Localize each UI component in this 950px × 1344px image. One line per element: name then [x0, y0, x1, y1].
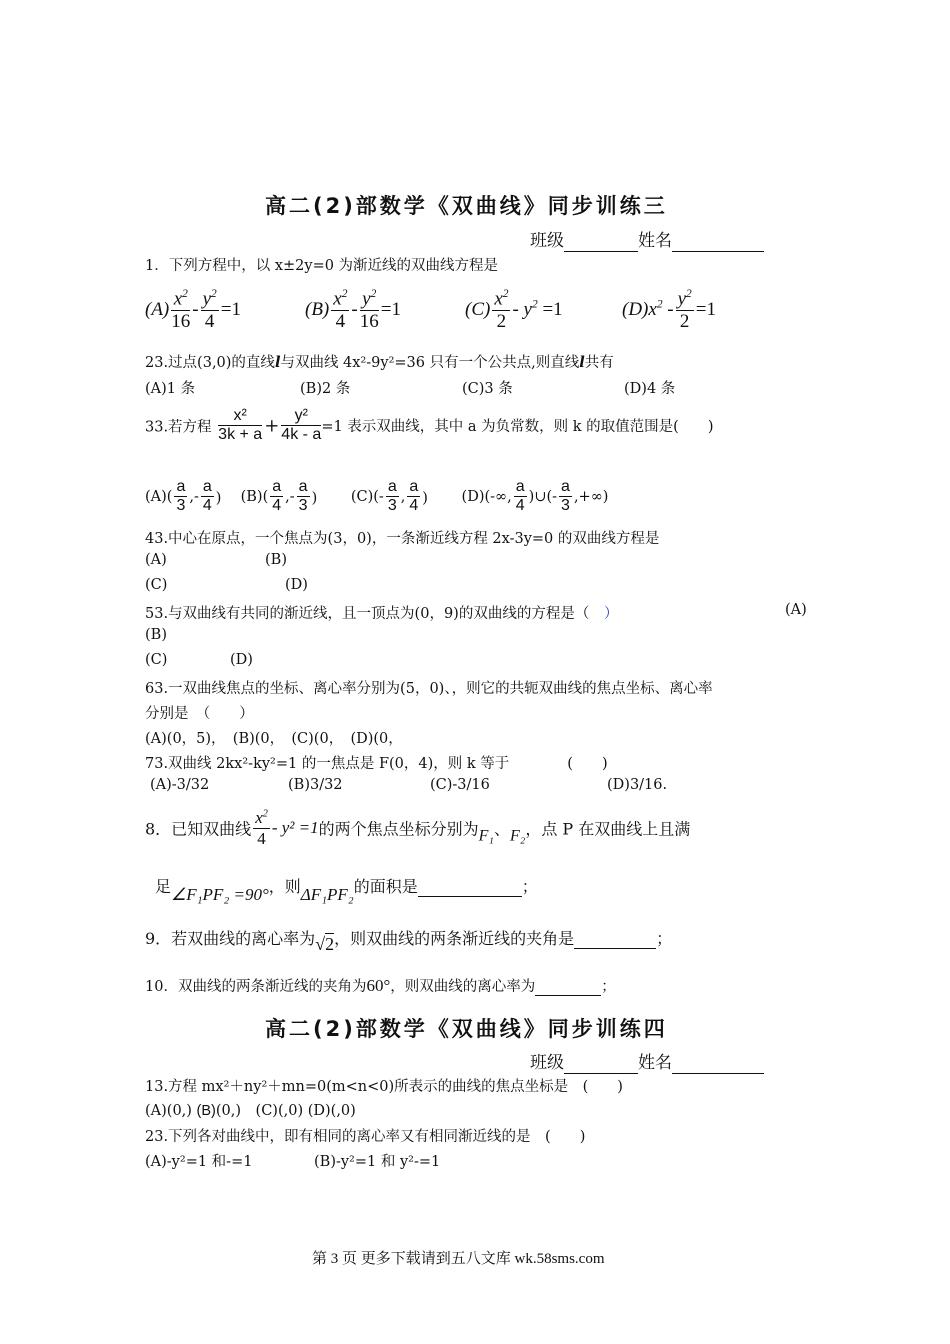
q10-stem: 10．双曲线的两条渐近线的夹角为60°，则双曲线的离心率为 ；	[145, 976, 616, 995]
q23b-opt-b: (B)-y²=1 和 y²-=1	[314, 1154, 441, 1170]
q63-options: (A)(0，5)， (B)(0， (C)(0， (D)(0，	[145, 731, 403, 747]
q23b-stem: 23.下列各对曲线中，即有相同的离心率又有相同渐近线的是 ( )	[145, 1129, 586, 1145]
section2-class-name-line	[530, 1048, 764, 1074]
name-blank	[672, 1053, 764, 1074]
q1-option-d: $(D)x^2$ - $\frac{y^2}{2}$ =1	[622, 288, 716, 333]
q1-stem: 1．下列方程中，以 x±2y=0 为渐近线的双曲线方程是	[145, 258, 499, 274]
q33-stem: 33.若方程 $\frac{\text{x²}}{3k + a}$ + $\frac{\text{y²}}{4k - a}$ =1 表示双曲线，其中 a 为负常数，则 k 的取值范围是( )	[145, 407, 714, 444]
q13-options: (A)(0,) (B)(0,) (C)(,0) (D)(,0)	[145, 1103, 356, 1119]
class-label: 班级	[530, 1053, 564, 1073]
q53-opt-d: (D)	[230, 652, 253, 668]
q1-option-c: (C) $\frac{x^2}{2}$ - $y^2 =1$	[465, 288, 563, 333]
q43-stem: 43.中心在原点，一个焦点为(3，0)，一条渐近线方程 2x-3y=0 的双曲线方程是	[145, 531, 660, 547]
q53-stem: 53.与双曲线有共同的渐近线，且一顶点为(0，9)的双曲线的方程是（ ）	[145, 606, 619, 622]
q33-options: (A)( $\frac{a}{3}$ ,- $\frac{a}{4}$ ) (B)( $\frac{a}{4}$ ,- $\frac{a}{3}$ ) (C)(- $\frac{a}{3}$ , $\frac{a}{4}$ ) (D)(-∞, $\frac{a}{4}$ )∪(- $\frac{a}{3}$ ,+∞)	[145, 478, 609, 515]
q23a-opt-a: (A)1 条	[145, 381, 196, 397]
q43-opt-d: (D)	[285, 577, 308, 593]
q23a-opt-b: (B)2 条	[300, 381, 351, 397]
q1-option-a: (A) $\frac{x^2}{16}$ - $\frac{y^2}{4}$ =1	[145, 288, 241, 333]
q10-answer-blank[interactable]	[535, 979, 601, 996]
q73-opt-d: (D)3/16.	[607, 777, 668, 793]
section1-title: 高二(2)部数学《双曲线》同步训练三	[265, 194, 668, 218]
q53-opt-c: (C)	[145, 652, 168, 668]
section2-title: 高二(2)部数学《双曲线》同步训练四	[265, 1017, 668, 1041]
q73-opt-a: (A)-3/32	[150, 777, 210, 793]
q63-stem-line2: 分别是 （ ）	[145, 706, 254, 722]
q8-answer-blank[interactable]	[418, 877, 522, 897]
q43-opt-a: (A)	[145, 552, 167, 568]
q23b-opt-a: (A)-y²=1 和-=1	[145, 1154, 253, 1170]
q23a-opt-d: (D)4 条	[624, 381, 676, 397]
page-footer: 第 3 页 更多下载请到五八文库 wk.58sms.com	[312, 1251, 605, 1267]
class-blank	[564, 1053, 638, 1074]
q53-opt-a: (A)	[785, 602, 807, 618]
name-label: 姓名	[638, 1053, 672, 1073]
q13-stem: 13.方程 mx²＋ny²＋mn=0(m<n<0)所表示的曲线的焦点坐标是 ( )	[145, 1079, 623, 1095]
name-label: 姓名	[638, 231, 672, 251]
q23a-opt-c: (C)3 条	[462, 381, 513, 397]
q9-stem: 9．若双曲线的离心率为√2，则双曲线的两条渐近线的夹角是 ；	[145, 929, 673, 954]
q9-answer-blank[interactable]	[574, 929, 656, 949]
q43-opt-c: (C)	[145, 577, 168, 593]
q63-stem-line1: 63.一双曲线焦点的坐标、离心率分别为(5，0)、，则它的共轭双曲线的焦点坐标、离心率	[145, 681, 713, 697]
q73-opt-c: (C)-3/16	[430, 777, 490, 793]
q1-option-b: (B) $\frac{x^2}{4}$ - $\frac{y^2}{16}$ =1	[305, 288, 401, 333]
q43-opt-b: (B)	[265, 552, 287, 568]
q8-line1: 8．已知双曲线 $\frac{x^2}{4}$ - y² =1的两个焦点坐标分别为F₁、F₂，点 P 在双曲线上且满	[145, 808, 691, 848]
q73-opt-b: (B)3/32	[288, 777, 343, 793]
class-blank	[564, 231, 638, 252]
q8-line2: 足∠F₁PF₂ =90°，则ΔF₁PF₂的面积是 ；	[155, 877, 538, 904]
q23a-stem: 23.过点(3,0)的直线l与双曲线 4x²-9y²=36 只有一个公共点,则直线l共有	[145, 354, 614, 371]
q73-stem: 73.双曲线 2kx²-ky²=1 的一焦点是 F(0，4)，则 k 等于 ( )	[145, 756, 608, 772]
q53-opt-b: (B)	[145, 627, 167, 643]
section1-class-name-line	[530, 226, 764, 252]
class-label: 班级	[530, 231, 564, 251]
name-blank	[672, 231, 764, 252]
